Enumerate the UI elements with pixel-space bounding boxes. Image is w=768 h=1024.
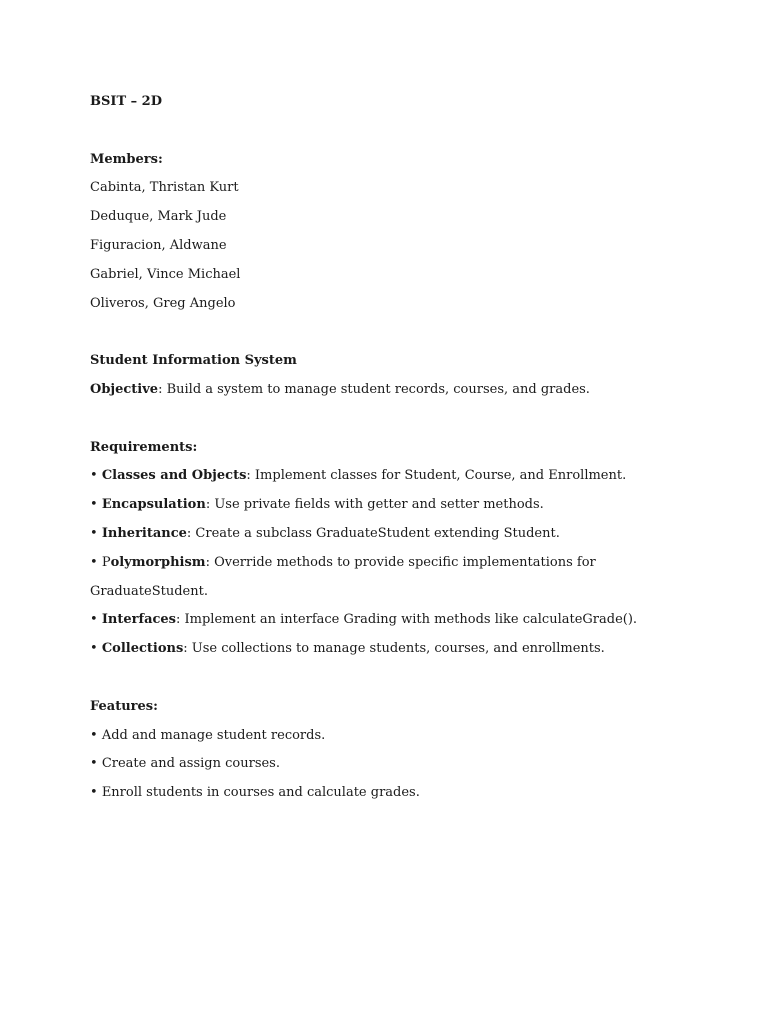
requirement-term: Interfaces xyxy=(101,612,176,628)
requirement-text: : Use private fields with getter and setter methods. xyxy=(205,497,544,513)
requirement-item xyxy=(90,552,710,581)
spacer xyxy=(90,120,710,149)
bullet: • xyxy=(90,497,98,513)
requirement-continuation: GraduateStudent. xyxy=(90,583,208,599)
feature-text: Enroll students in courses and calculate grades. xyxy=(101,785,420,801)
requirement-text: : Create a subclass GraduateStudent extending Student. xyxy=(186,525,560,541)
requirement-text: : Implement an interface Grading with methods like calculateGrade(). xyxy=(176,612,638,628)
spacer xyxy=(90,408,710,437)
requirement-item xyxy=(90,523,710,552)
objective-label: Objective xyxy=(90,381,159,397)
requirement-item xyxy=(90,638,710,667)
project-title: Student Information System xyxy=(90,353,297,369)
requirement-term: Inheritance xyxy=(101,525,187,541)
features-heading: Features: xyxy=(90,698,158,714)
requirement-term: olymorphism xyxy=(110,554,206,570)
requirement-term: Encapsulation xyxy=(101,497,206,513)
member-name: Cabinta, Thristan Kurt xyxy=(90,180,239,196)
member-name: Deduque, Mark Jude xyxy=(90,209,227,225)
bullet: • xyxy=(90,468,98,484)
bullet: • xyxy=(90,554,98,570)
member-name: Oliveros, Greg Angelo xyxy=(90,295,236,311)
section-heading: BSIT – 2D xyxy=(90,94,163,109)
requirement-text: : Override methods to provide specific implementations for xyxy=(205,554,596,570)
bullet: • xyxy=(90,785,98,801)
feature-text: Create and assign courses. xyxy=(101,756,280,772)
requirement-term: Classes and Objects xyxy=(101,468,247,484)
spacer xyxy=(90,321,710,350)
document-page xyxy=(90,91,710,811)
member-name: Figuracion, Aldwane xyxy=(90,237,227,253)
bullet: • xyxy=(90,727,98,743)
bullet: • xyxy=(90,756,98,772)
feature-item xyxy=(90,725,710,754)
feature-item xyxy=(90,753,710,782)
requirement-item xyxy=(90,465,710,494)
bullet: • xyxy=(90,525,98,541)
spacer xyxy=(90,667,710,696)
members-heading: Members: xyxy=(90,151,163,167)
bullet: • xyxy=(90,641,98,657)
objective-line xyxy=(90,379,710,408)
requirement-text: : Implement classes for Student, Course, and Enrollment. xyxy=(246,468,627,484)
bullet: • xyxy=(90,612,98,628)
requirement-text: : Use collections to manage students, courses, and enrollments. xyxy=(183,641,605,657)
requirement-term: Collections xyxy=(101,641,184,657)
requirement-item xyxy=(90,494,710,523)
requirement-item xyxy=(90,609,710,638)
objective-text: : Build a system to manage student records, courses, and grades. xyxy=(158,381,590,397)
requirements-heading: Requirements: xyxy=(90,439,198,455)
requirement-prefix: P xyxy=(101,554,111,570)
member-name: Gabriel, Vince Michael xyxy=(90,266,241,282)
feature-item xyxy=(90,782,710,811)
feature-text: Add and manage student records. xyxy=(101,727,326,743)
